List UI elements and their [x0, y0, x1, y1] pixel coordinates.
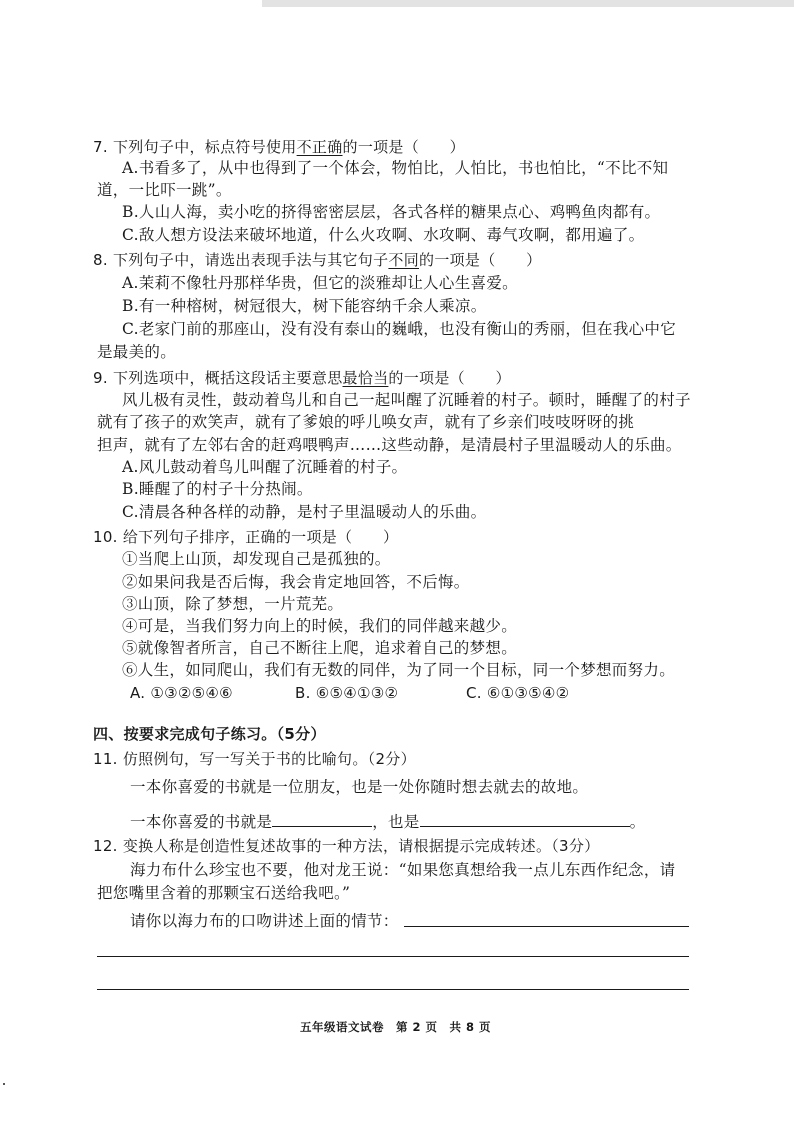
- q10-choice-c: C. ⑥①③⑤④②: [466, 684, 570, 702]
- q7-option-a-cont: 道，一比吓一跳”。: [97, 181, 232, 199]
- q9-key-underlined: 最恰当: [342, 369, 389, 387]
- q12-number: 12.: [93, 837, 118, 855]
- q8-number: 8.: [93, 251, 108, 269]
- q8-option-c: C.老家门前的那座山，没有没有泰山的巍峨，也没有衡山的秀丽，但在我心中它: [122, 320, 677, 338]
- q11-stem: 11. 仿照例句，写一写关于书的比喻句。（2分）: [93, 750, 416, 768]
- q12-quote-line: 海力布什么珍宝也不要，他对龙王说：“如果您真想给我一点儿东西作纪念，请: [130, 861, 676, 879]
- q11-answer-blank-2[interactable]: [420, 812, 630, 827]
- q10-number: 10.: [93, 528, 118, 546]
- q9-passage-line: 担声，就有了左邻右舍的赶鸡喂鸭声……这些动静，是清晨村子里温暖动人的乐曲。: [97, 436, 682, 454]
- q7-option-c: C.敌人想方设法来破坏地道，什么火攻啊、水攻啊、毒气攻啊，都用遍了。: [122, 226, 645, 244]
- q9-passage-line: 风儿极有灵性，鼓动着鸟儿和自己一起叫醒了沉睡着的村子。顿时，睡醒了的村子: [122, 391, 691, 409]
- scan-speck: [3, 1083, 5, 1085]
- q12-answer-line-3[interactable]: [97, 989, 689, 990]
- q9-passage-line: 就有了孩子的欢笑声，就有了爹娘的呼儿唤女声，就有了乡亲们吱吱呀呀的挑: [97, 413, 635, 431]
- q9-option-a: A.风儿鼓动着鸟儿叫醒了沉睡着的村子。: [122, 458, 408, 476]
- q7-key-underlined: 不正确: [296, 138, 343, 156]
- q7-stem: 7. 下列句子中，标点符号使用不正确的一项是（ ）: [93, 138, 465, 156]
- q10-stem: 10. 给下列句子排序，正确的一项是（ ）: [93, 528, 399, 546]
- q10-sentence: ②如果问我是否后悔，我会肯定地回答，不后悔。: [122, 573, 470, 591]
- q12-quote-line: 把您嘴里含着的那颗宝石送给我吧。”: [97, 884, 351, 902]
- q9-option-c: C.清晨各种各样的动静，是村子里温暖动人的乐曲。: [122, 503, 487, 521]
- q12-stem: 12. 变换人称是创造性复述故事的一种方法，请根据提示完成转述。（3分）: [93, 837, 600, 855]
- q12-answer-line-1[interactable]: [404, 926, 689, 927]
- q10-sentence: ⑥人生，如同爬山，我们有无数的同伴，为了同一个目标，同一个梦想而努力。: [122, 661, 676, 679]
- q10-choice-a: A. ①③②⑤④⑥: [130, 684, 233, 702]
- q10-sentence: ⑤就像智者所言，自己不断往上爬，追求着自己的梦想。: [122, 639, 518, 657]
- q9-option-b: B.睡醒了的村子十分热闹。: [122, 480, 313, 498]
- q8-option-c-cont: 是最美的。: [97, 343, 177, 361]
- q10-choice-b: B. ⑥⑤④①③②: [295, 684, 399, 702]
- q10-sentence: ①当爬上山顶，却发现自己是孤独的。: [122, 550, 391, 568]
- page-footer: 五年级语文试卷 第 2 页 共 8 页: [300, 1020, 492, 1034]
- q11-example: 一本你喜爱的书就是一位朋友，也是一处你随时想去就去的故地。: [130, 778, 589, 796]
- q11-number: 11.: [93, 750, 118, 768]
- q9-number: 9.: [93, 369, 108, 387]
- q8-stem: 8. 下列句子中，请选出表现手法与其它句子不同的一项是（ ）: [93, 251, 542, 269]
- q9-stem: 9. 下列选项中，概括这段话主要意思最恰当的一项是（ ）: [93, 369, 511, 387]
- q12-answer-line-2[interactable]: [97, 956, 689, 957]
- section-4-title: 四、按要求完成句子练习。（5分）: [93, 725, 326, 743]
- q10-sentence: ④可是，当我们努力向上的时候，我们的同伴越来越少。: [122, 617, 518, 635]
- q8-key-underlined: 不同: [388, 251, 420, 269]
- q10-sentence: ③山顶，除了梦想，一片荒芜。: [122, 595, 344, 613]
- q7-option-b: B.人山人海，卖小吃的挤得密密层层，各式各样的糖果点心、鸡鸭鱼肉都有。: [122, 203, 661, 221]
- q8-option-b: B.有一种榕树，树冠很大，树下能容纳千余人乘凉。: [122, 297, 487, 315]
- q7-number: 7.: [93, 138, 108, 156]
- q12-prompt: 请你以海力布的口吻讲述上面的情节：: [130, 912, 399, 930]
- q11-answer-blank-1[interactable]: [272, 812, 372, 827]
- q8-option-a: A.茉莉不像牡丹那样华贵，但它的淡雅却让人心生喜爱。: [122, 274, 518, 292]
- q7-option-a: A.书看多了，从中也得到了一个体会，物怕比，人怕比，书也怕比，“不比不知: [122, 159, 669, 177]
- q11-fill-line: 一本你喜爱的书就是 ，也是 。: [130, 813, 646, 831]
